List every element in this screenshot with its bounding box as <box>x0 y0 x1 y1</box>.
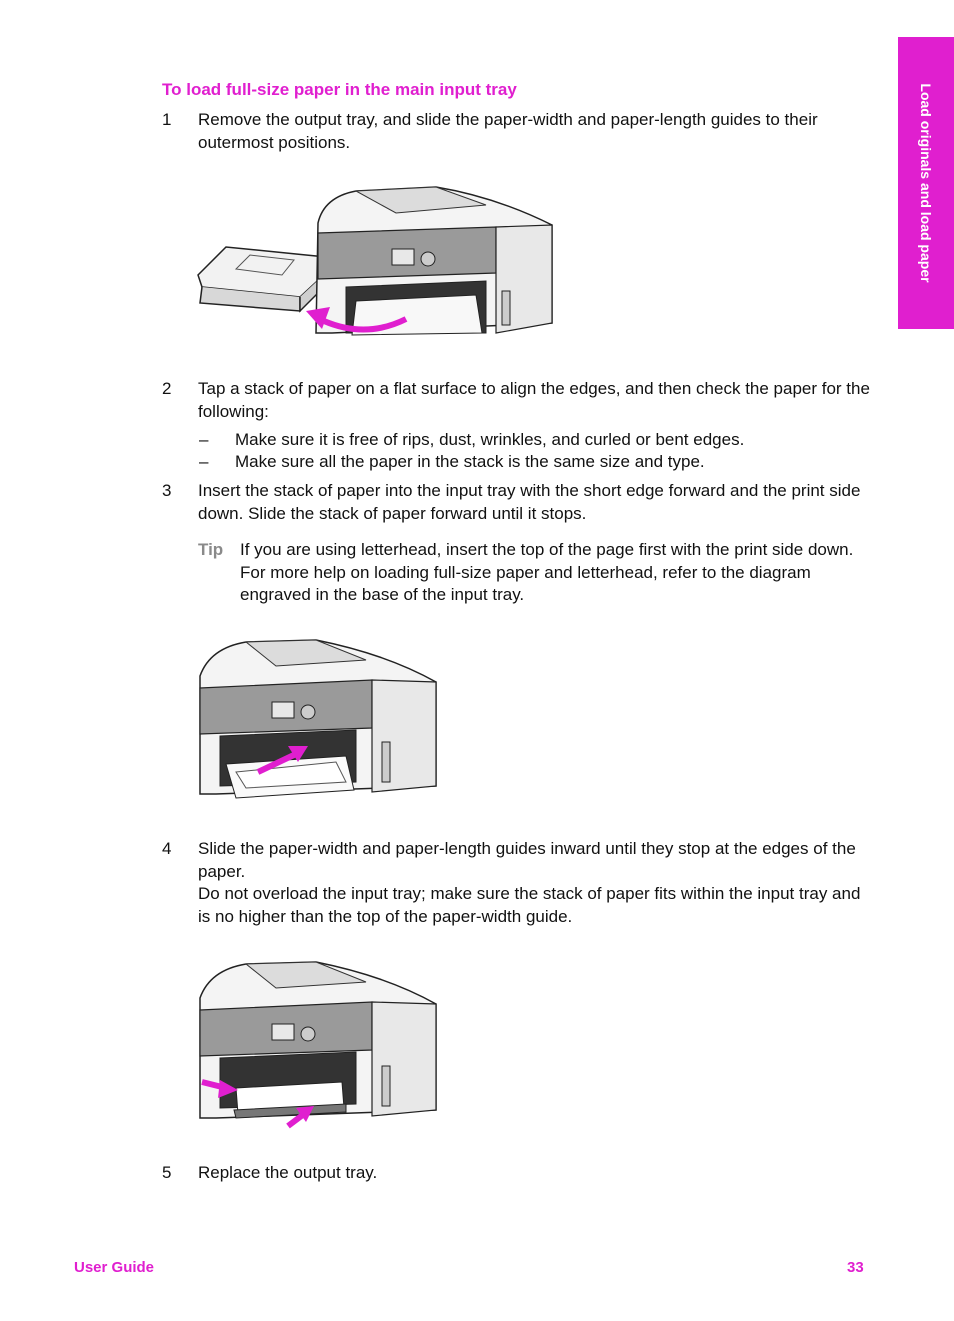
step-text: Slide the paper-width and paper-length guides inward until they stop at the edges of the paper. <box>198 839 856 881</box>
tip-note <box>198 539 870 607</box>
step-text: Tap a stack of paper on a flat surface to align the edges, and then check the paper for the following: <box>198 379 870 421</box>
step-text: Insert the stack of paper into the input tray with the short edge forward and the print side down. Slide the stack of paper forward until it stops. <box>198 481 861 523</box>
step-text: Remove the output tray, and slide the paper-width and paper-length guides to their outermost positions. <box>198 110 818 152</box>
step-3 <box>162 480 870 525</box>
step-number: 5 <box>162 1163 172 1182</box>
figure-insert-paper <box>196 636 442 804</box>
page-number: 33 <box>847 1259 864 1276</box>
bullet-marker: – <box>199 452 209 471</box>
figure-slide-guides <box>196 958 442 1130</box>
footer-guide-title: User Guide <box>74 1259 155 1276</box>
step-text-note: Do not overload the input tray; make sure the stack of paper fits within the input tray and is no higher than the top of the paper-width guide. <box>198 884 861 926</box>
step-1 <box>162 109 870 154</box>
step-number: 1 <box>162 110 172 129</box>
tip-text: If you are using letterhead, insert the top of the page first with the print side down. For more help on loading full-size paper and letterhead, refer to the diagram engraved in the base of the input tray. <box>240 540 854 604</box>
bullet-item <box>199 429 875 452</box>
step-text: Replace the output tray. <box>198 1163 378 1182</box>
printer-illustration <box>200 640 436 798</box>
step-number: 3 <box>162 481 172 500</box>
bullet-text: Make sure all the paper in the stack is the same size and type. <box>235 452 705 471</box>
output-tray-illustration <box>198 247 328 311</box>
figure-remove-output-tray <box>196 183 560 343</box>
step-number: 4 <box>162 839 172 858</box>
chapter-side-tab <box>898 37 954 329</box>
printer-illustration <box>200 962 436 1118</box>
step-5 <box>162 1162 870 1185</box>
tip-label: Tip <box>198 540 224 559</box>
step-4 <box>162 838 870 928</box>
bullet-text: Make sure it is free of rips, dust, wrinkles, and curled or bent edges. <box>235 430 745 449</box>
bullet-marker: – <box>199 430 209 449</box>
section-heading: To load full-size paper in the main input tray <box>162 80 517 99</box>
chapter-tab-label: Load originals and load paper <box>918 83 934 283</box>
bullet-item <box>199 451 875 474</box>
step-2 <box>162 378 870 423</box>
printer-illustration <box>316 187 552 335</box>
step-number: 2 <box>162 379 172 398</box>
